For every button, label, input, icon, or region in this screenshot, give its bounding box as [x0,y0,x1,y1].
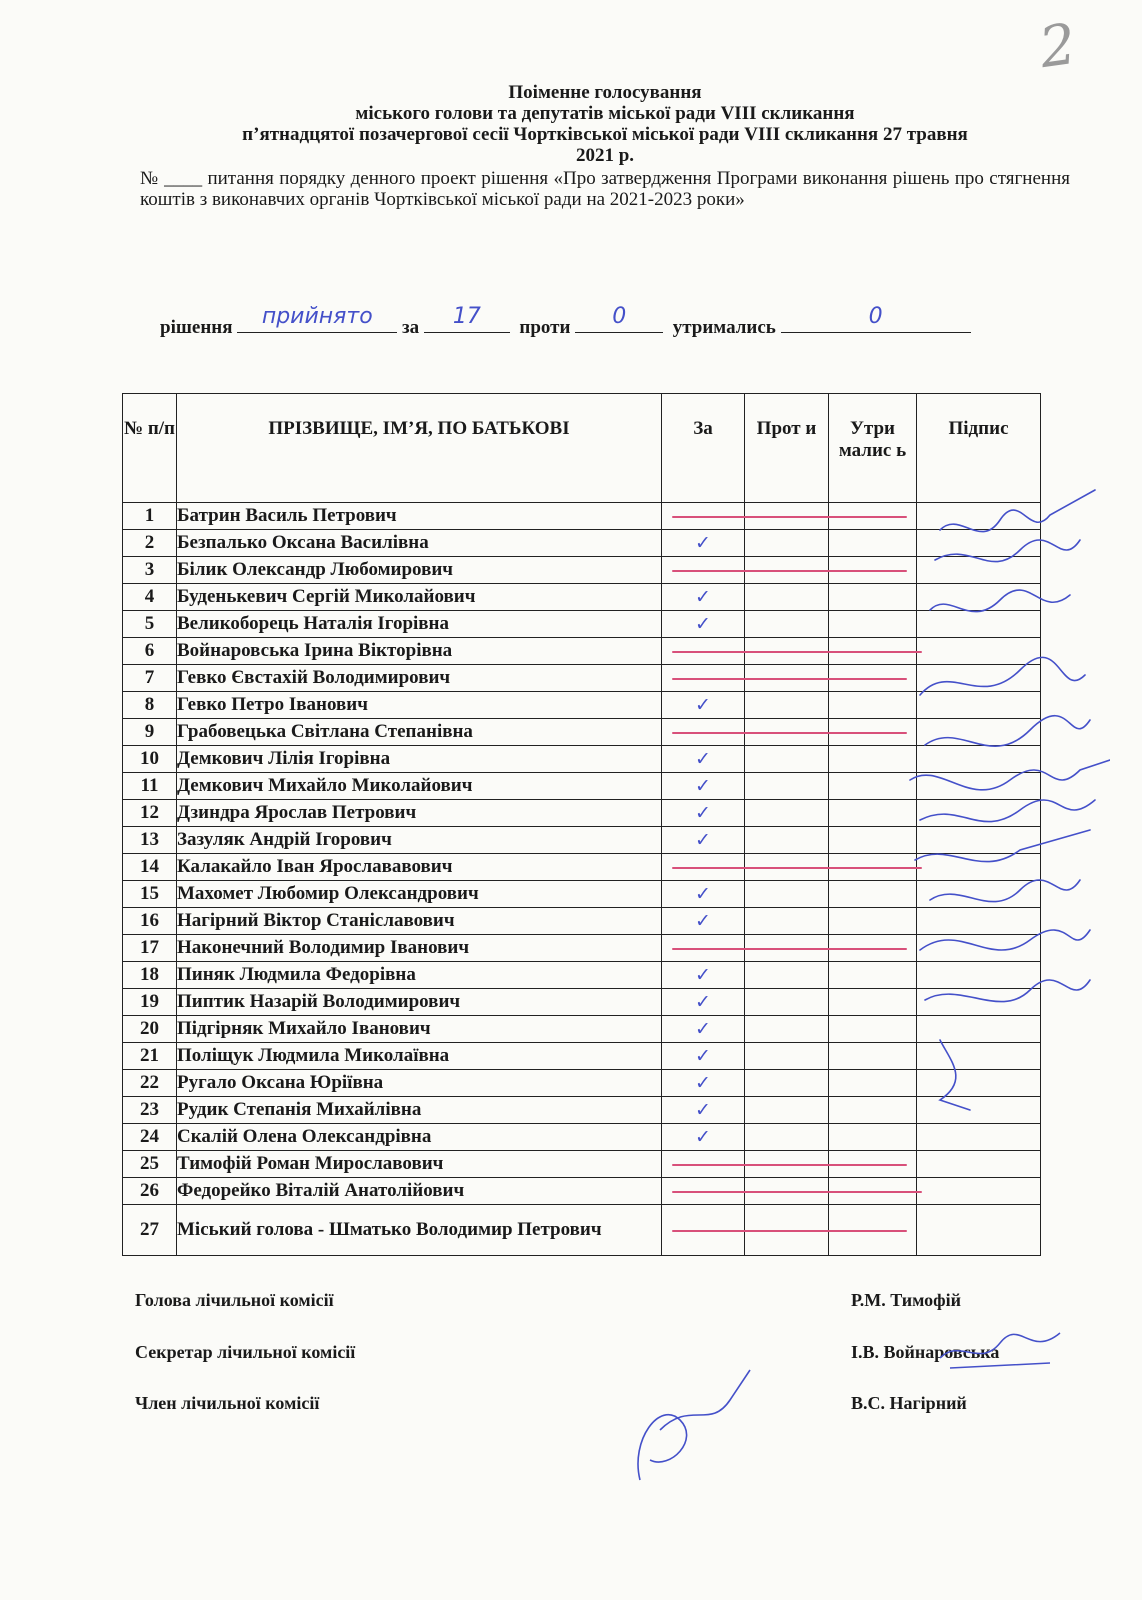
signature-cell [917,719,1041,746]
vote-against-cell [745,881,829,908]
table-row [123,692,1041,719]
page-number: 2 [1035,11,1080,82]
check-mark-icon: ✓ [695,748,711,770]
table-row [123,1097,1041,1124]
vote-abstained-cell [829,881,917,908]
row-number: 17 [123,935,177,962]
vote-for-cell [662,1124,745,1151]
vote-against-cell [745,1043,829,1070]
absent-strike-line [672,516,907,518]
vote-abstained-cell [829,746,917,773]
row-number: 22 [123,1070,177,1097]
vote-abstained-cell [829,827,917,854]
table-header-row [123,394,1041,503]
table-row [123,1070,1041,1097]
deputy-name: Безпалько Оксана Василівна [177,530,662,557]
vote-for-cell [662,800,745,827]
deputy-name: Наконечний Володимир Іванович [177,935,662,962]
vote-for-cell [662,1016,745,1043]
table-row [123,827,1041,854]
row-number: 10 [123,746,177,773]
row-number: 26 [123,1178,177,1205]
signature-cell [917,1205,1041,1256]
row-number: 7 [123,665,177,692]
against-count-handwritten: 0 [612,304,627,329]
vote-for-cell [662,1070,745,1097]
signature-cell [917,557,1041,584]
absent-strike-line [672,1191,922,1193]
table-row [123,1124,1041,1151]
vote-abstained-cell [829,908,917,935]
absent-strike-line [672,732,907,734]
deputy-name: Пиптик Назарій Володимирович [177,989,662,1016]
check-mark-icon: ✓ [695,802,711,824]
vote-abstained-cell [829,989,917,1016]
table-row [123,611,1041,638]
deputy-name: Буденькевич Сергій Миколайович [177,584,662,611]
signature-cell [917,962,1041,989]
table-row [123,773,1041,800]
signature-cell [917,746,1041,773]
vote-for-cell [662,530,745,557]
header-num: № п/п [123,394,177,503]
vote-abstained-cell [829,692,917,719]
table-row [123,908,1041,935]
table-row [123,530,1041,557]
title-line-1: Поіменне голосування [508,82,702,103]
vote-abstained-cell [829,1124,917,1151]
row-number: 13 [123,827,177,854]
title-line-2: міського голови та депутатів міської ради VIII скликання [355,103,855,124]
signature-cell [917,1151,1041,1178]
table-row [123,962,1041,989]
vote-abstained-cell [829,962,917,989]
table-row [123,1043,1041,1070]
vote-against-cell [745,530,829,557]
row-number: 6 [123,638,177,665]
signature-cell [917,989,1041,1016]
check-mark-icon: ✓ [695,1018,711,1040]
vote-for-cell [662,962,745,989]
row-number: 4 [123,584,177,611]
vote-against-cell [745,827,829,854]
header-abstained: Утри малис ь [829,394,917,503]
signature-cell [917,692,1041,719]
deputy-name: Пиняк Людмила Федорівна [177,962,662,989]
row-number: 19 [123,989,177,1016]
row-number: 12 [123,800,177,827]
row-number: 21 [123,1043,177,1070]
vote-against-cell [745,1097,829,1124]
row-number: 9 [123,719,177,746]
signature-cell [917,773,1041,800]
check-mark-icon: ✓ [695,1099,711,1121]
vote-abstained-cell [829,1016,917,1043]
signature-cell [917,827,1041,854]
vote-for-cell [662,692,745,719]
table-row [123,881,1041,908]
vote-against-cell [745,773,829,800]
signature-cell [917,1016,1041,1043]
against-count-field [575,304,663,333]
row-number: 25 [123,1151,177,1178]
for-count-field [424,304,510,333]
check-mark-icon: ✓ [695,532,711,554]
vote-for-cell [662,881,745,908]
for-label: за [402,317,420,338]
deputy-name: Нагірний Віктор Станіславович [177,908,662,935]
deputy-name: Войнаровська Ірина Вікторівна [177,638,662,665]
commission-secretary-label: Секретар лічильної комісії [135,1342,356,1362]
vote-against-cell [745,800,829,827]
vote-against-cell [745,746,829,773]
vote-for-cell [662,827,745,854]
roll-call-table [122,393,1041,1256]
header-against: Прот и [745,394,829,503]
deputy-name: Федорейко Віталій Анатолійович [177,1178,662,1205]
commission-chair-label: Голова лічильної комісії [135,1290,334,1310]
signature-cell [917,530,1041,557]
header-signature: Підпис [917,394,1041,503]
row-number: 15 [123,881,177,908]
row-number: 27 [123,1205,177,1256]
table-row [123,800,1041,827]
decision-result-field [237,304,397,333]
row-number: 24 [123,1124,177,1151]
table-row [123,584,1041,611]
vote-against-cell [745,584,829,611]
deputy-name: Демкович Михайло Миколайович [177,773,662,800]
abstained-count-handwritten: 0 [868,304,883,329]
commission-chair-name: Р.М. Тимофій [851,1290,962,1310]
deputy-name: Грабовецька Світлана Степанівна [177,719,662,746]
deputy-name: Батрин Василь Петрович [177,503,662,530]
absent-strike-line [672,1164,907,1166]
table-row [123,989,1041,1016]
abstained-label: утримались [672,317,776,338]
document-header [140,82,1070,210]
vote-against-cell [745,611,829,638]
table-row [123,1016,1041,1043]
signature-cell [917,611,1041,638]
row-number: 16 [123,908,177,935]
member-signature [620,1360,760,1500]
decision-line [160,304,971,339]
vote-for-cell [662,584,745,611]
vote-abstained-cell [829,800,917,827]
vote-abstained-cell [829,1097,917,1124]
vote-abstained-cell [829,1070,917,1097]
deputy-name: Демкович Лілія Ігорівна [177,746,662,773]
row-number: 11 [123,773,177,800]
check-mark-icon: ✓ [695,586,711,608]
row-number: 23 [123,1097,177,1124]
check-mark-icon: ✓ [695,1072,711,1094]
vote-against-cell [745,989,829,1016]
absent-strike-line [672,1230,907,1232]
decision-result-handwritten: прийнято [261,304,373,329]
vote-abstained-cell [829,611,917,638]
check-mark-icon: ✓ [695,613,711,635]
signature-cell [917,908,1041,935]
row-number: 14 [123,854,177,881]
deputy-name: Махомет Любомир Олександрович [177,881,662,908]
absent-strike-line [672,570,907,572]
row-number: 2 [123,530,177,557]
row-number: 18 [123,962,177,989]
row-number: 5 [123,611,177,638]
signature-cell [917,935,1041,962]
check-mark-icon: ✓ [695,883,711,905]
vote-against-cell [745,962,829,989]
check-mark-icon: ✓ [695,775,711,797]
absent-strike-line [672,948,907,950]
vote-for-cell [662,989,745,1016]
commission-member-name: В.С. Нагірний [851,1393,967,1413]
check-mark-icon: ✓ [695,991,711,1013]
check-mark-icon: ✓ [695,1126,711,1148]
vote-for-cell [662,1097,745,1124]
deputy-name: Дзиндра Ярослав Петрович [177,800,662,827]
deputy-name: Підгірняк Михайло Іванович [177,1016,662,1043]
vote-abstained-cell [829,584,917,611]
commission-member-label: Член лічильної комісії [135,1393,320,1413]
vote-for-cell [662,746,745,773]
check-mark-icon: ✓ [695,694,711,716]
row-number: 20 [123,1016,177,1043]
vote-abstained-cell [829,530,917,557]
commission-secretary-name: І.В. Войнаровська [851,1342,1000,1362]
signature-cell [917,1097,1041,1124]
vote-for-cell [662,908,745,935]
check-mark-icon: ✓ [695,910,711,932]
vote-for-cell [662,1043,745,1070]
signature-cell [917,1070,1041,1097]
header-for: За [662,394,745,503]
agenda-item-text: № ____ питання порядку денного проект рішення «Про затвердження Програми виконання рішень про стягнення коштів з виконавчих органів Чортківської міської ради на 2021-2023 роки» [140,168,1070,210]
title-line-3: п’ятнадцятої позачергової сесії Чортківської міської ради VIII скликання 27 травня [242,124,968,145]
check-mark-icon: ✓ [695,964,711,986]
signature-cell [917,881,1041,908]
deputy-name: Білик Олександр Любомирович [177,557,662,584]
signature-cell [917,1124,1041,1151]
abstained-count-field [781,304,971,333]
vote-against-cell [745,1070,829,1097]
signature-cell [917,1178,1041,1205]
signature-cell [917,638,1041,665]
deputy-name: Тимофій Роман Мирославович [177,1151,662,1178]
deputy-name: Гевко Петро Іванович [177,692,662,719]
signature-cell [917,503,1041,530]
deputy-name: Гевко Євстахій Володимирович [177,665,662,692]
absent-strike-line [672,867,922,869]
table-row [123,746,1041,773]
deputy-name: Міський голова - Шматько Володимир Петрович [177,1205,662,1256]
signature-cell [917,800,1041,827]
deputy-name: Великоборець Наталія Ігорівна [177,611,662,638]
absent-strike-line [672,678,907,680]
title-line-4: 2021 р. [575,145,635,166]
vote-for-cell [662,773,745,800]
vote-against-cell [745,1124,829,1151]
row-number: 3 [123,557,177,584]
row-number: 8 [123,692,177,719]
signature-cell [917,1043,1041,1070]
signature-cell [917,854,1041,881]
decision-label: рішення [160,317,233,338]
deputy-name: Калакайло Іван Ярослававович [177,854,662,881]
header-name: ПРІЗВИЩЕ, ІМ’Я, ПО БАТЬКОВІ [177,394,662,503]
check-mark-icon: ✓ [695,829,711,851]
check-mark-icon: ✓ [695,1045,711,1067]
deputy-name: Скалій Олена Олександрівна [177,1124,662,1151]
deputy-name: Ругало Оксана Юріївна [177,1070,662,1097]
signature-cell [917,584,1041,611]
vote-against-cell [745,1016,829,1043]
vote-abstained-cell [829,773,917,800]
deputy-name: Рудик Степанія Михайлівна [177,1097,662,1124]
deputy-name: Поліщук Людмила Миколаївна [177,1043,662,1070]
for-count-handwritten: 17 [452,304,481,329]
vote-against-cell [745,692,829,719]
vote-abstained-cell [829,1043,917,1070]
row-number: 1 [123,503,177,530]
vote-for-cell [662,611,745,638]
deputy-name: Зазуляк Андрій Ігорович [177,827,662,854]
absent-strike-line [672,651,922,653]
signature-cell [917,665,1041,692]
vote-against-cell [745,908,829,935]
against-label: проти [519,317,571,338]
